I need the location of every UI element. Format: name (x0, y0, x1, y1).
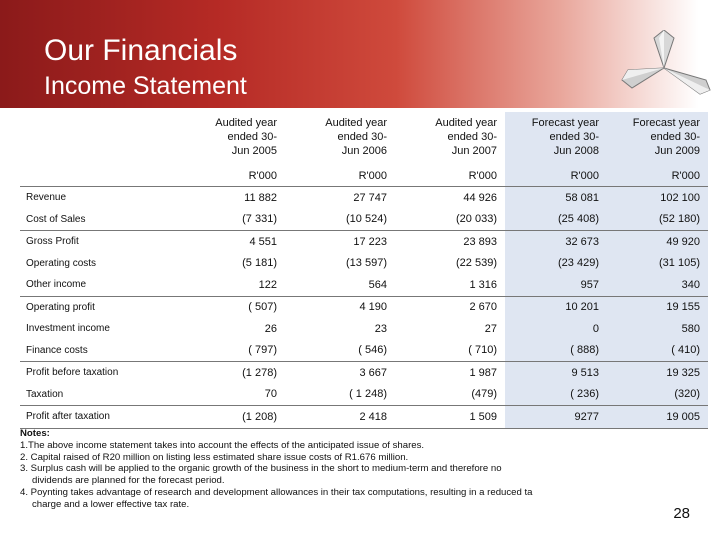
note-item: 2. Capital raised of R20 million on listing less estimated share issue costs of R1.676 million. (20, 451, 409, 463)
table-cell: 10 201 (505, 296, 607, 318)
table-cell: 23 893 (463, 235, 497, 248)
table-cell: 19 325 (607, 362, 708, 384)
table-row (20, 231, 708, 253)
table-cell: (1 208) (175, 406, 285, 429)
table-cell: (31 105) (607, 253, 708, 275)
table-cell: 1 316 (395, 274, 505, 296)
table-cell: 58 081 (505, 187, 607, 209)
table-cell: 27 (484, 322, 497, 335)
note-item: 4. Poynting takes advantage of research and development allowances in their tax computations, resulting in a reduced ta (20, 486, 533, 498)
row-label: Investment income (26, 323, 110, 335)
table-cell: ( 507) (248, 301, 277, 314)
header-blank (20, 112, 175, 166)
table-cell: 580 (607, 318, 708, 340)
table-cell: 102 100 (607, 187, 708, 209)
notes-section (20, 428, 680, 511)
row-label: Finance costs (20, 340, 175, 362)
note-item: 1.The above income statement takes into account the effects of the anticipated issue of shares. (20, 439, 425, 451)
page-number: 28 (673, 505, 690, 522)
table-cell: ( 410) (607, 340, 708, 362)
table-cell: 3 667 (359, 366, 387, 379)
slide-subtitle: Income Statement (44, 72, 247, 100)
table-cell: (5 181) (242, 257, 277, 270)
unit-label: R'000 (505, 166, 607, 187)
table-cell: 23 (374, 322, 387, 335)
table-row (20, 209, 708, 231)
unit-label: R'000 (175, 166, 285, 187)
table-cell: 49 920 (607, 231, 708, 253)
table-row (20, 318, 708, 340)
table-cell: (22 539) (456, 257, 497, 270)
table-cell: (13 597) (346, 257, 387, 270)
table-cell: 0 (505, 318, 607, 340)
row-label: Taxation (20, 384, 175, 406)
unit-blank (20, 166, 175, 187)
column-header: Forecast year ended 30- Jun 2008 (505, 112, 607, 166)
table-row (20, 187, 708, 209)
column-header: Audited year ended 30- Jun 2007 (435, 117, 497, 157)
table-cell: ( 236) (505, 384, 607, 406)
table-cell: 19 005 (607, 406, 708, 429)
table-row (20, 253, 708, 275)
table-cell: (1 278) (242, 366, 277, 379)
table-cell: (52 180) (607, 209, 708, 231)
table-cell: ( 546) (285, 340, 395, 362)
table-cell: 9 513 (505, 362, 607, 384)
row-label: Operating costs (26, 257, 97, 269)
table-cell: ( 1 248) (285, 384, 395, 406)
table-row (20, 406, 708, 429)
column-header-row (20, 112, 708, 166)
table-cell: 1 509 (395, 406, 505, 429)
table-cell: 340 (607, 274, 708, 296)
table-cell: 9277 (505, 406, 607, 429)
table-row (20, 384, 708, 406)
income-statement-table (20, 112, 708, 429)
note-item-continued: charge and a lower effective tax rate. (32, 498, 190, 510)
table-cell: (25 408) (505, 209, 607, 231)
table-cell: 957 (505, 274, 607, 296)
column-header: Audited year ended 30- Jun 2005 (215, 117, 277, 157)
table-cell: (479) (395, 384, 505, 406)
table-cell: ( 888) (505, 340, 607, 362)
row-label: Profit before taxation (26, 367, 119, 379)
table-cell: (20 033) (395, 209, 505, 231)
table-cell: 27 747 (353, 191, 387, 204)
table-cell: 4 551 (249, 235, 277, 248)
table-cell: 2 418 (285, 406, 395, 429)
table-cell: 2 670 (469, 301, 497, 314)
table-cell: 32 673 (505, 231, 607, 253)
notes-heading: Notes: (20, 428, 50, 439)
unit-row (20, 166, 708, 187)
unit-label: R'000 (607, 166, 708, 187)
note-item-continued: dividends are planned for the forecast period. (32, 475, 225, 487)
table-cell: 564 (285, 274, 395, 296)
row-label: Gross Profit (26, 236, 79, 248)
row-label: Cost of Sales (20, 209, 175, 231)
table-cell: 122 (175, 274, 285, 296)
table-cell: 44 926 (463, 191, 497, 204)
table-cell: (7 331) (175, 209, 285, 231)
table-cell: ( 710) (395, 340, 505, 362)
table-cell: 1 987 (469, 366, 497, 379)
column-header: Audited year ended 30- Jun 2006 (325, 117, 387, 157)
unit-label: R'000 (285, 166, 395, 187)
unit-label: R'000 (395, 166, 505, 187)
table-cell: 11 882 (244, 191, 277, 204)
table-cell: (320) (607, 384, 708, 406)
row-label: Operating profit (26, 301, 95, 313)
table-row (20, 296, 708, 318)
note-item: 3. Surplus cash will be applied to the organic growth of the business in the short to medium-term and therefore no (20, 463, 502, 475)
table-cell: 17 223 (353, 235, 387, 248)
table-row (20, 362, 708, 384)
table-cell: ( 797) (175, 340, 285, 362)
column-header: Forecast year ended 30- Jun 2009 (607, 112, 708, 166)
row-label: Other income (20, 274, 175, 296)
slide-title: Our Financials (44, 34, 238, 67)
row-label: Revenue (26, 192, 67, 204)
table-row (20, 274, 708, 296)
table-cell: 19 155 (607, 296, 708, 318)
table-row (20, 340, 708, 362)
title-banner (0, 0, 720, 108)
table-cell: (23 429) (505, 253, 607, 275)
row-label: Profit after taxation (20, 406, 175, 429)
table-cell: 26 (264, 322, 277, 335)
table-cell: (10 524) (285, 209, 395, 231)
table-cell: 4 190 (359, 301, 387, 314)
company-logo-icon (614, 30, 714, 100)
table-cell: 70 (175, 384, 285, 406)
